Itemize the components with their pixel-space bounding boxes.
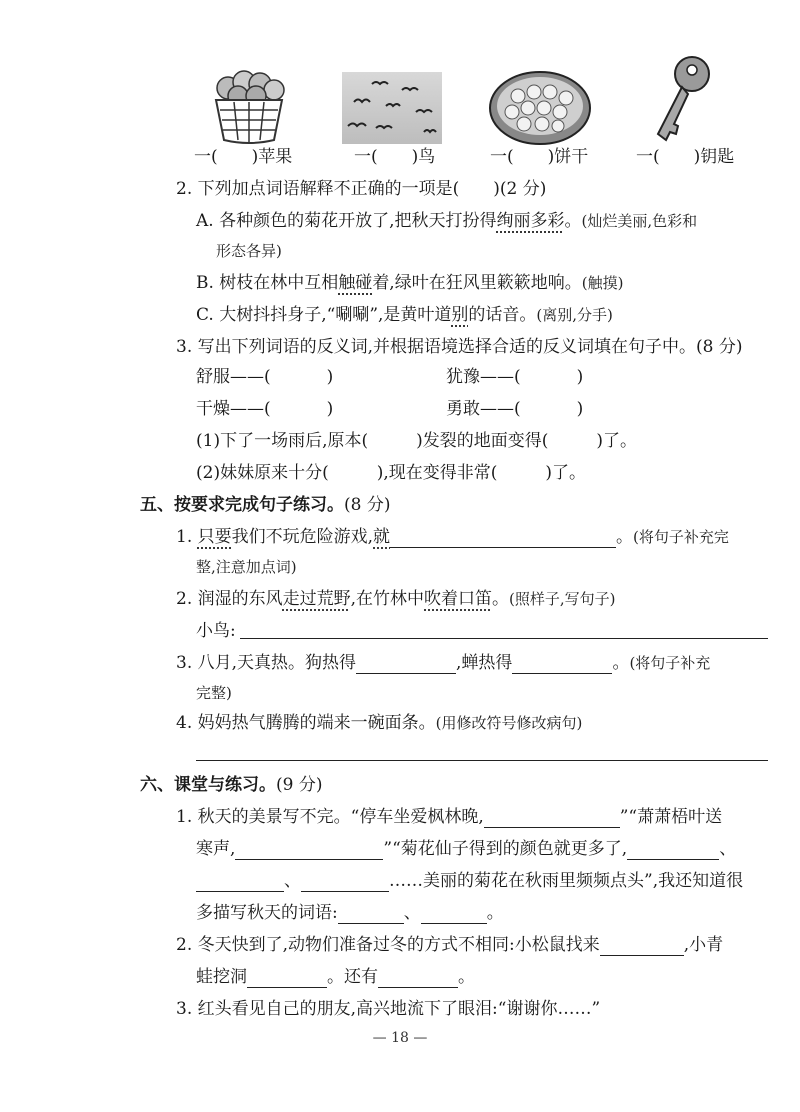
answer-blank[interactable] bbox=[196, 873, 284, 892]
q3-word-1: 舒服——( ) bbox=[196, 367, 334, 387]
q2-option-a: A. 各种颜色的菊花开放了,把秋天打扮得绚丽多彩。(灿烂美丽,色彩和 bbox=[196, 211, 698, 231]
caption-apple: 一( )苹果 bbox=[194, 147, 293, 167]
s6-item-1-line-2: 寒声, ”“菊花仙子得到的颜色就更多了, 、 bbox=[196, 839, 737, 859]
answer-blank[interactable] bbox=[235, 841, 383, 860]
s6-item-1-line-1: 1. 秋天的美景写不完。“停车坐爱枫林晚, ”“萧萧梧叶送 bbox=[176, 807, 723, 827]
answer-blank[interactable] bbox=[301, 873, 389, 892]
answer-line[interactable] bbox=[240, 638, 768, 639]
s6-item-1-line-4: 多描写秋天的词语: 、 。 bbox=[196, 903, 504, 923]
caption-key: 一( )钥匙 bbox=[636, 147, 735, 167]
s5-item-2: 2. 润湿的东风走过荒野,在竹林中吹着口笛。(照样子,写句子) bbox=[176, 589, 616, 609]
q3-sentence-2: (2)妹妹原来十分( ),现在变得非常( )了。 bbox=[196, 463, 587, 483]
q3-word-2: 犹豫——( ) bbox=[446, 367, 584, 387]
page-number: — 18 — bbox=[372, 1030, 428, 1046]
s5-item-1-note: 整,注意加点词) bbox=[196, 558, 297, 576]
key-image bbox=[650, 54, 714, 146]
q2-stem: 2. 下列加点词语解释不正确的一项是( )(2 分) bbox=[176, 179, 547, 199]
q3-word-3: 干燥——( ) bbox=[196, 399, 334, 419]
apple-basket-image bbox=[210, 66, 288, 146]
dotted-word: 别 bbox=[451, 305, 469, 325]
s6-item-2-line-2: 蛙挖洞 。还有 。 bbox=[196, 967, 475, 987]
section-5-heading: 五、按要求完成句子练习。(8 分) bbox=[140, 495, 391, 515]
answer-blank[interactable] bbox=[247, 969, 327, 988]
answer-blank[interactable] bbox=[512, 655, 612, 674]
answer-blank[interactable] bbox=[356, 655, 456, 674]
caption-birds: 一( )鸟 bbox=[354, 147, 436, 167]
s5-item-3: 3. 八月,天真热。狗热得 ,蝉热得 。(将句子补充 bbox=[176, 653, 711, 673]
s5-item-4: 4. 妈妈热气腾腾的端来一碗面条。(用修改符号修改病句) bbox=[176, 713, 583, 733]
section-6-heading: 六、课堂与练习。(9 分) bbox=[140, 775, 323, 795]
s6-item-2-line-1: 2. 冬天快到了,动物们准备过冬的方式不相同:小松鼠找来 ,小青 bbox=[176, 935, 724, 955]
answer-blank[interactable] bbox=[600, 937, 684, 956]
dotted-word: 绚丽多彩 bbox=[496, 211, 565, 231]
caption-biscuits: 一( )饼干 bbox=[490, 147, 589, 167]
answer-blank[interactable] bbox=[338, 905, 404, 924]
q2-option-c: C. 大树抖抖身子,“唰唰”,是黄叶道别的话音。(离别,分手) bbox=[196, 305, 613, 325]
s6-item-3: 3. 红头看见自己的朋友,高兴地流下了眼泪:“谢谢你……” bbox=[176, 999, 601, 1019]
answer-blank[interactable] bbox=[390, 529, 616, 548]
s5-item-2-answer: 小鸟: bbox=[196, 621, 236, 641]
dotted-word: 触碰 bbox=[338, 273, 373, 293]
answer-line[interactable] bbox=[196, 760, 768, 761]
biscuits-image bbox=[488, 68, 592, 146]
s6-item-1-line-3: 、 ……美丽的菊花在秋雨里频频点头”,我还知道很 bbox=[196, 870, 743, 892]
s5-item-1: 1. 只要我们不玩危险游戏,就 。(将句子补充完 bbox=[176, 527, 729, 547]
birds-image bbox=[342, 72, 442, 144]
q3-word-4: 勇敢——( ) bbox=[446, 399, 584, 419]
q2-option-a-note: 形态各异) bbox=[216, 242, 282, 260]
q3-sentence-1: (1)下了一场雨后,原本( )发裂的地面变得( )了。 bbox=[196, 431, 638, 451]
q3-stem: 3. 写出下列词语的反义词,并根据语境选择合适的反义词填在句子中。(8 分) bbox=[176, 337, 743, 357]
answer-blank[interactable] bbox=[627, 841, 719, 860]
s5-item-3-note: 完整) bbox=[196, 684, 232, 702]
answer-blank[interactable] bbox=[484, 809, 620, 828]
q2-option-b: B. 树枝在林中互相触碰着,绿叶在狂风里簌簌地响。(触摸) bbox=[196, 273, 624, 293]
answer-blank[interactable] bbox=[421, 905, 487, 924]
answer-blank[interactable] bbox=[378, 969, 458, 988]
